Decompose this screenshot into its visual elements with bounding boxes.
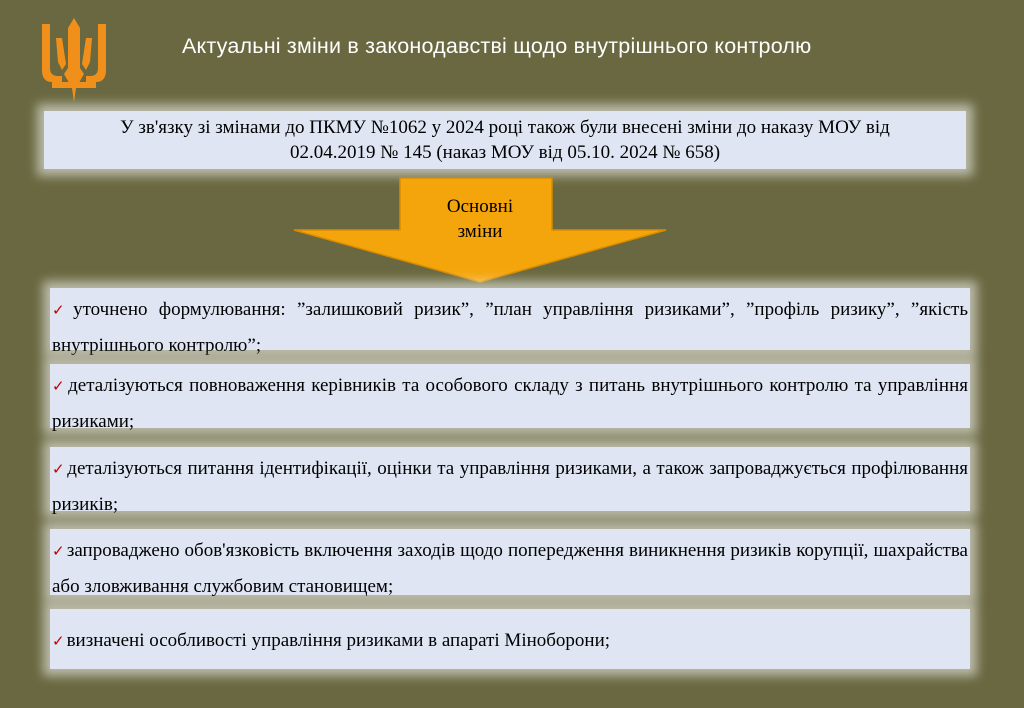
intro-line-1: У зв'язку зі змінами до ПКМУ №1062 у 2024 році також були внесені зміни до наказу МОУ від (120, 117, 890, 138)
arrow-label-line-1: Основні (446, 196, 514, 217)
change-item-text: запроваджено обов'язковість включення заходів щодо попередження виникнення ризиків корупції, шахрайства або зловживання службовим становищем; (52, 540, 968, 597)
checkmark-icon: ✓ (52, 377, 67, 395)
main-changes-arrow (290, 176, 670, 284)
change-item-5 (50, 609, 970, 669)
intro-line-2: 02.04.2019 № 145 (наказ МОУ від 05.10. 2024 № 658) (289, 142, 721, 163)
change-item-text: визначені особливості управління ризиками в апараті Міноборони; (66, 630, 611, 651)
arrow-label-line-2: зміни (457, 221, 503, 242)
checkmark-icon: ✓ (52, 632, 65, 650)
trident-emblem-icon (38, 18, 110, 102)
checkmark-icon: ✓ (52, 301, 72, 319)
change-item-2 (50, 364, 970, 432)
checkmark-icon: ✓ (52, 542, 65, 560)
page-title: Актуальні зміни в законодавстві щодо внутрішнього контролю (182, 34, 812, 58)
change-item-text: деталізуються питання ідентифікації, оцінки та управління ризиками, а також запроваджується профілювання ризиків; (52, 458, 968, 515)
checkmark-icon: ✓ (52, 460, 66, 478)
change-item-3 (50, 447, 970, 515)
arrow-label (400, 194, 560, 244)
change-item-text: деталізуються повноваження керівників та особового складу з питань внутрішнього контролю та управління ризиками; (52, 375, 968, 432)
intro-box (44, 111, 966, 169)
change-item-1 (50, 288, 970, 356)
change-item-text: уточнено формулювання: ”залишковий ризик”, ”план управління ризиками”, ”профіль ризику”, ”якість внутрішнього контролю”; (52, 299, 968, 356)
change-item-4 (50, 529, 970, 595)
